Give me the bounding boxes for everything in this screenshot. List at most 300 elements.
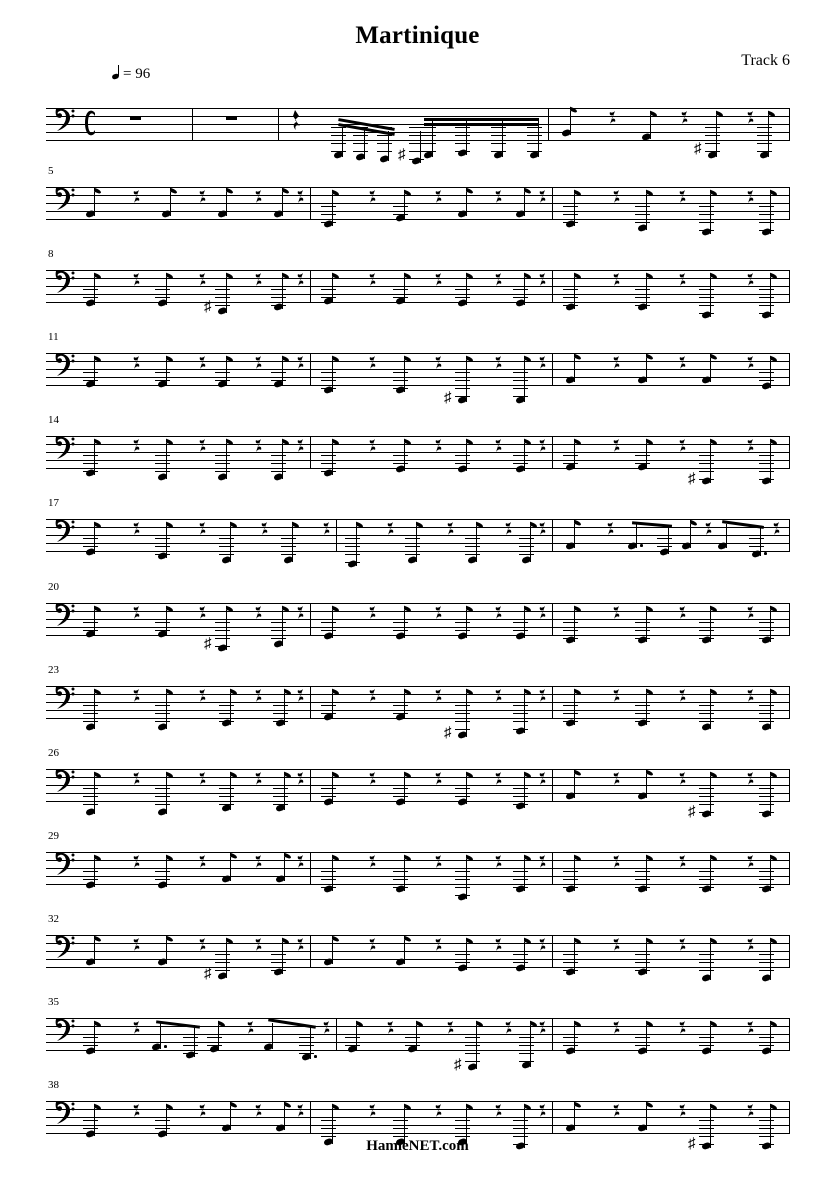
sixteenth-rest — [254, 854, 263, 870]
note — [522, 557, 531, 564]
sixteenth-rest — [678, 605, 687, 621]
bass-clef-icon — [52, 102, 78, 132]
sixteenth-rest — [612, 688, 621, 704]
note — [324, 633, 333, 640]
barline — [789, 436, 790, 469]
note — [396, 959, 405, 966]
note — [396, 633, 405, 640]
note — [638, 793, 647, 800]
sixteenth-rest — [132, 771, 141, 787]
note — [158, 1131, 167, 1138]
note — [458, 799, 467, 806]
bass-clef-icon — [52, 1012, 78, 1042]
whole-rest — [226, 116, 237, 120]
note — [86, 211, 95, 218]
sixteenth-rest — [494, 272, 503, 288]
note — [516, 633, 525, 640]
note — [222, 1125, 231, 1132]
note — [218, 381, 227, 388]
note — [380, 156, 389, 163]
barline — [789, 603, 790, 636]
sixteenth-rest — [368, 605, 377, 621]
note — [638, 1125, 647, 1132]
note — [458, 965, 467, 972]
system-9 — [46, 747, 790, 821]
sixteenth-rest — [538, 189, 547, 205]
note — [158, 381, 167, 388]
sixteenth-rest — [746, 854, 755, 870]
note — [86, 549, 95, 556]
sixteenth-rest — [678, 189, 687, 205]
augmentation-dot — [640, 544, 643, 547]
barline — [552, 1018, 553, 1051]
sixteenth-rest — [746, 189, 755, 205]
sixteenth-rest — [254, 438, 263, 454]
sixteenth-rest — [296, 854, 305, 870]
note — [566, 1125, 575, 1132]
sixteenth-rest — [368, 688, 377, 704]
sharp-accidental: ♯ — [204, 966, 212, 982]
note — [218, 973, 227, 980]
note — [86, 809, 95, 816]
sixteenth-rest — [678, 355, 687, 371]
bass-clef-icon — [52, 929, 78, 959]
sixteenth-rest — [746, 272, 755, 288]
sixteenth-rest — [538, 1103, 547, 1119]
sixteenth-rest — [198, 355, 207, 371]
sixteenth-rest — [678, 1103, 687, 1119]
sixteenth-rest — [296, 771, 305, 787]
note — [218, 308, 227, 315]
sixteenth-rest — [368, 771, 377, 787]
barline — [789, 935, 790, 968]
sixteenth-rest — [612, 1103, 621, 1119]
sixteenth-rest — [254, 771, 263, 787]
note — [158, 724, 167, 731]
note — [468, 557, 477, 564]
sixteenth-rest — [434, 937, 443, 953]
measure-number: 26 — [48, 747, 59, 759]
sixteenth-rest — [678, 272, 687, 288]
page-title: Martinique — [355, 22, 480, 49]
note — [276, 876, 285, 883]
note — [516, 211, 525, 218]
note — [562, 130, 571, 137]
barline — [310, 769, 311, 802]
note — [516, 965, 525, 972]
note — [158, 882, 167, 889]
barline — [552, 603, 553, 636]
augmentation-dot — [764, 552, 767, 555]
sixteenth-rest — [386, 1020, 395, 1036]
measure-number: 14 — [48, 414, 59, 426]
note — [324, 959, 333, 966]
barline — [552, 769, 553, 802]
barline — [789, 353, 790, 386]
note — [158, 474, 167, 481]
note — [566, 464, 575, 471]
bass-clef-icon — [52, 846, 78, 876]
barline — [552, 852, 553, 885]
sixteenth-rest — [612, 854, 621, 870]
note — [218, 474, 227, 481]
sixteenth-rest — [704, 521, 713, 537]
augmentation-dot — [164, 1045, 167, 1048]
note — [396, 298, 405, 305]
sixteenth-rest — [494, 1103, 503, 1119]
sixteenth-rest — [494, 355, 503, 371]
measure-number: 5 — [48, 165, 54, 177]
sixteenth-rest — [132, 688, 141, 704]
note — [708, 152, 717, 159]
note — [396, 466, 405, 473]
barline — [336, 519, 337, 552]
sixteenth-rest — [772, 521, 781, 537]
sixteenth-rest — [296, 355, 305, 371]
sixteenth-rest — [296, 688, 305, 704]
note — [158, 959, 167, 966]
sixteenth-rest — [296, 189, 305, 205]
sixteenth-rest — [538, 1020, 547, 1036]
sixteenth-rest — [538, 854, 547, 870]
note — [638, 225, 647, 232]
sharp-accidental: ♯ — [204, 636, 212, 652]
quarter-note-icon — [112, 66, 123, 80]
note — [274, 641, 283, 648]
note — [458, 466, 467, 473]
measure-number: 8 — [48, 248, 54, 260]
sixteenth-rest — [746, 688, 755, 704]
sixteenth-rest — [368, 438, 377, 454]
sixteenth-rest — [322, 1020, 331, 1036]
sixteenth-rest — [434, 189, 443, 205]
note — [468, 1064, 477, 1071]
note — [638, 1048, 647, 1055]
sharp-accidental: ♯ — [688, 471, 696, 487]
sixteenth-rest — [612, 189, 621, 205]
barline — [789, 187, 790, 220]
note — [222, 876, 231, 883]
sixteenth-rest — [434, 355, 443, 371]
sixteenth-rest — [746, 355, 755, 371]
note — [276, 805, 285, 812]
note — [86, 724, 95, 731]
quarter-rest — [292, 110, 302, 130]
system-6 — [46, 497, 790, 571]
sixteenth-rest — [678, 438, 687, 454]
sixteenth-rest — [746, 110, 755, 126]
sixteenth-rest — [198, 438, 207, 454]
sixteenth-rest — [746, 438, 755, 454]
augmentation-dot — [314, 1055, 317, 1058]
system-12 — [46, 996, 790, 1073]
note — [458, 732, 467, 739]
sixteenth-rest — [132, 355, 141, 371]
note — [702, 724, 711, 731]
system-8 — [46, 664, 790, 741]
barline — [552, 686, 553, 719]
sixteenth-rest — [538, 937, 547, 953]
barline — [552, 270, 553, 303]
tempo-value: = 96 — [123, 66, 151, 82]
barline — [552, 1101, 553, 1134]
system-5 — [46, 414, 790, 488]
sharp-accidental: ♯ — [398, 147, 406, 163]
note — [516, 300, 525, 307]
note — [702, 377, 711, 384]
note — [162, 211, 171, 218]
sixteenth-rest — [296, 272, 305, 288]
sixteenth-rest — [368, 854, 377, 870]
barline — [310, 436, 311, 469]
sixteenth-rest — [494, 854, 503, 870]
note — [222, 557, 231, 564]
note — [86, 1048, 95, 1055]
sixteenth-rest — [132, 189, 141, 205]
barline — [310, 603, 311, 636]
sixteenth-rest — [132, 272, 141, 288]
system-2 — [46, 165, 790, 239]
note — [660, 549, 669, 556]
sixteenth-rest — [254, 355, 263, 371]
note — [86, 300, 95, 307]
barline — [789, 1018, 790, 1051]
barline — [789, 270, 790, 303]
sixteenth-rest — [434, 438, 443, 454]
note — [638, 464, 647, 471]
bass-clef-icon — [52, 264, 78, 294]
note — [762, 1048, 771, 1055]
barline — [548, 108, 549, 141]
sixteenth-rest — [322, 521, 331, 537]
sixteenth-rest — [198, 605, 207, 621]
note — [566, 1048, 575, 1055]
note — [158, 809, 167, 816]
note — [86, 882, 95, 889]
sixteenth-rest — [434, 1103, 443, 1119]
sixteenth-rest — [494, 688, 503, 704]
system-10 — [46, 830, 790, 904]
measure-number: 32 — [48, 913, 59, 925]
bass-clef-icon — [52, 763, 78, 793]
sixteenth-rest — [612, 438, 621, 454]
barline — [552, 519, 553, 552]
sixteenth-rest — [504, 521, 513, 537]
beam — [424, 118, 539, 121]
sixteenth-rest — [132, 605, 141, 621]
time-signature-common — [82, 106, 98, 140]
sixteenth-rest — [612, 771, 621, 787]
note — [264, 1044, 273, 1051]
note — [396, 799, 405, 806]
sixteenth-rest — [132, 1103, 141, 1119]
sixteenth-rest — [254, 688, 263, 704]
sixteenth-rest — [538, 355, 547, 371]
note — [458, 397, 467, 404]
whole-rest — [130, 116, 141, 120]
measure-number: 11 — [48, 331, 59, 343]
sixteenth-rest — [368, 189, 377, 205]
sixteenth-rest — [494, 605, 503, 621]
note — [566, 377, 575, 384]
note — [408, 1046, 417, 1053]
note — [566, 793, 575, 800]
barline — [310, 270, 311, 303]
barline — [552, 935, 553, 968]
barline — [552, 187, 553, 220]
sixteenth-rest — [198, 937, 207, 953]
sixteenth-rest — [678, 854, 687, 870]
barline — [310, 187, 311, 220]
note — [334, 152, 343, 159]
sixteenth-rest — [494, 438, 503, 454]
sharp-accidental: ♯ — [694, 141, 702, 157]
sixteenth-rest — [678, 937, 687, 953]
bass-clef-icon — [52, 513, 78, 543]
note — [86, 1131, 95, 1138]
track-label: Track 6 — [741, 52, 790, 69]
barline — [278, 108, 279, 141]
note — [324, 799, 333, 806]
sixteenth-rest — [132, 937, 141, 953]
sharp-accidental: ♯ — [688, 804, 696, 820]
sixteenth-rest — [538, 605, 547, 621]
sixteenth-rest — [386, 521, 395, 537]
note — [516, 466, 525, 473]
note — [494, 152, 503, 159]
note — [218, 211, 227, 218]
bass-clef-icon — [52, 430, 78, 460]
system-4 — [46, 331, 790, 405]
sixteenth-rest — [132, 1020, 141, 1036]
note — [302, 1054, 311, 1061]
sixteenth-rest — [612, 937, 621, 953]
barline — [789, 519, 790, 552]
sixteenth-rest — [132, 438, 141, 454]
note — [458, 211, 467, 218]
sharp-accidental: ♯ — [444, 390, 452, 406]
barline — [789, 1101, 790, 1134]
sixteenth-rest — [246, 1020, 255, 1036]
sixteenth-rest — [132, 521, 141, 537]
measure-number: 17 — [48, 497, 59, 509]
bass-clef-icon — [52, 597, 78, 627]
sixteenth-rest — [746, 771, 755, 787]
sixteenth-rest — [494, 189, 503, 205]
note — [752, 551, 761, 558]
sixteenth-rest — [538, 771, 547, 787]
beam — [424, 123, 539, 126]
note — [274, 474, 283, 481]
sixteenth-rest — [538, 521, 547, 537]
tempo-marking — [112, 66, 150, 83]
sixteenth-rest — [678, 688, 687, 704]
note — [86, 631, 95, 638]
sixteenth-rest — [446, 521, 455, 537]
note — [762, 383, 771, 390]
note — [86, 381, 95, 388]
note — [324, 298, 333, 305]
sixteenth-rest — [198, 1103, 207, 1119]
note — [682, 543, 691, 550]
sixteenth-rest — [296, 605, 305, 621]
sixteenth-rest — [434, 854, 443, 870]
sixteenth-rest — [538, 272, 547, 288]
sixteenth-rest — [434, 272, 443, 288]
sixteenth-rest — [198, 854, 207, 870]
sixteenth-rest — [368, 1103, 377, 1119]
measure-number: 29 — [48, 830, 59, 842]
measure-number: 23 — [48, 664, 59, 676]
note — [158, 631, 167, 638]
note — [396, 714, 405, 721]
note — [762, 975, 771, 982]
sixteenth-rest — [538, 438, 547, 454]
sharp-accidental: ♯ — [688, 1136, 696, 1152]
sixteenth-rest — [504, 1020, 513, 1036]
note — [638, 377, 647, 384]
barline — [789, 852, 790, 885]
sixteenth-rest — [254, 605, 263, 621]
note — [222, 805, 231, 812]
bass-clef-icon — [52, 347, 78, 377]
sixteenth-rest — [296, 937, 305, 953]
measure-number: 20 — [48, 581, 59, 593]
barline — [552, 353, 553, 386]
barline — [310, 852, 311, 885]
note — [324, 714, 333, 721]
barline — [789, 108, 790, 141]
note — [458, 300, 467, 307]
sixteenth-rest — [612, 355, 621, 371]
measure-number: 38 — [48, 1079, 59, 1091]
barline — [310, 686, 311, 719]
sixteenth-rest — [198, 189, 207, 205]
bass-clef-icon — [52, 1095, 78, 1125]
sixteenth-rest — [296, 1103, 305, 1119]
sharp-accidental: ♯ — [454, 1057, 462, 1073]
barline — [789, 686, 790, 719]
system-3 — [46, 248, 790, 322]
sixteenth-rest — [678, 1020, 687, 1036]
sixteenth-rest — [746, 1103, 755, 1119]
sixteenth-rest — [746, 1020, 755, 1036]
barline — [310, 935, 311, 968]
sharp-accidental: ♯ — [444, 725, 452, 741]
note — [516, 397, 525, 404]
note — [530, 152, 539, 159]
note — [276, 1125, 285, 1132]
footer-watermark: HamieNET.com — [366, 1138, 469, 1154]
note — [760, 152, 769, 159]
note — [408, 557, 417, 564]
note — [424, 152, 433, 159]
sixteenth-rest — [494, 771, 503, 787]
sixteenth-rest — [608, 110, 617, 126]
sixteenth-rest — [612, 272, 621, 288]
sixteenth-rest — [746, 937, 755, 953]
measure-number: 35 — [48, 996, 59, 1008]
sixteenth-rest — [680, 110, 689, 126]
sixteenth-rest — [198, 771, 207, 787]
sixteenth-rest — [612, 605, 621, 621]
bass-clef-icon — [52, 181, 78, 211]
note — [642, 134, 651, 141]
note — [356, 154, 365, 161]
system-11 — [46, 913, 790, 987]
sixteenth-rest — [132, 854, 141, 870]
system-7 — [46, 581, 790, 655]
